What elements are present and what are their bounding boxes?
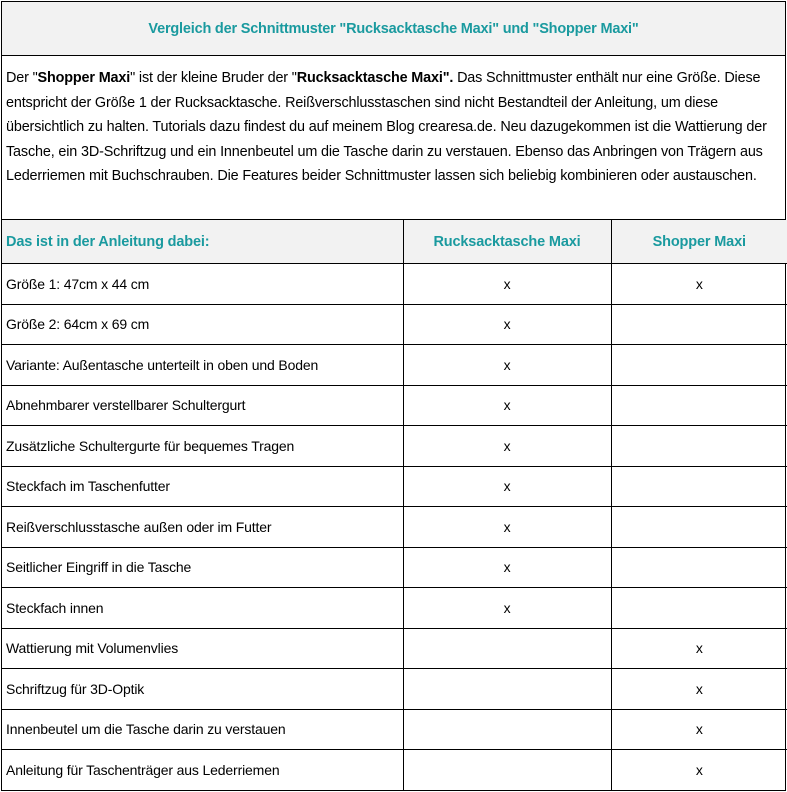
intro-bold-shopper: Shopper Maxi bbox=[37, 70, 131, 86]
rucksack-mark-cell: x bbox=[403, 345, 611, 386]
feature-cell: Zusätzliche Schultergurte für bequemes Tragen bbox=[2, 426, 403, 467]
feature-cell: Seitlicher Eingriff in die Tasche bbox=[2, 547, 403, 588]
intro-paragraph bbox=[2, 56, 785, 220]
shopper-mark-cell: x bbox=[611, 750, 787, 790]
rucksack-mark-cell: x bbox=[403, 264, 611, 305]
rucksack-mark-cell bbox=[403, 669, 611, 710]
table-row bbox=[2, 750, 787, 790]
shopper-mark-cell: x bbox=[611, 709, 787, 750]
rucksack-mark-cell bbox=[403, 709, 611, 750]
rucksack-mark-cell bbox=[403, 628, 611, 669]
feature-cell: Wattierung mit Volumenvlies bbox=[2, 628, 403, 669]
table-row bbox=[2, 304, 787, 345]
shopper-mark-cell bbox=[611, 426, 787, 467]
table-row bbox=[2, 345, 787, 386]
table-row bbox=[2, 426, 787, 467]
intro-text: Das Schnittmuster enthält nur eine Größe. Diese entspricht der Größe 1 der Rucksacktasche. Reißverschlusstaschen sind nicht Bestandteil der Anleitung, um diese übersichtlich zu halten. Tutorials dazu findest du auf meinem Blog crearesa.de. Neu dazugekommen ist die Wattierung der Tasche, ein 3D-Schriftzug und ein Innenbeutel um die Tasche darin zu verstauen. Ebenso das Anbringen von Trägern aus Lederriemen mit Buchschrauben. Die Features beider Schnittmuster lassen sich beliebig kombinieren oder austauschen. bbox=[6, 70, 767, 185]
rucksack-mark-cell: x bbox=[403, 547, 611, 588]
rucksack-mark-cell: x bbox=[403, 588, 611, 629]
feature-cell: Größe 1: 47cm x 44 cm bbox=[2, 264, 403, 305]
header-shopper: Shopper Maxi bbox=[611, 220, 787, 264]
header-feature: Das ist in der Anleitung dabei: bbox=[2, 220, 403, 264]
table-row bbox=[2, 628, 787, 669]
shopper-mark-cell: x bbox=[611, 669, 787, 710]
rucksack-mark-cell: x bbox=[403, 466, 611, 507]
table-row bbox=[2, 588, 787, 629]
feature-cell: Variante: Außentasche unterteilt in oben und Boden bbox=[2, 345, 403, 386]
comparison-sheet bbox=[1, 1, 786, 791]
table-row bbox=[2, 547, 787, 588]
feature-cell: Innenbeutel um die Tasche darin zu verstauen bbox=[2, 709, 403, 750]
shopper-mark-cell bbox=[611, 466, 787, 507]
shopper-mark-cell bbox=[611, 385, 787, 426]
comparison-table bbox=[2, 220, 787, 790]
table-row bbox=[2, 669, 787, 710]
table-header-row bbox=[2, 220, 787, 264]
table-row bbox=[2, 507, 787, 548]
table-row bbox=[2, 709, 787, 750]
shopper-mark-cell bbox=[611, 507, 787, 548]
intro-text: Der " bbox=[6, 70, 38, 86]
feature-cell: Steckfach innen bbox=[2, 588, 403, 629]
feature-cell: Abnehmbarer verstellbarer Schultergurt bbox=[2, 385, 403, 426]
table-row bbox=[2, 466, 787, 507]
sheet-title: Vergleich der Schnittmuster "Rucksacktasche Maxi" und "Shopper Maxi" bbox=[2, 2, 785, 56]
rucksack-mark-cell: x bbox=[403, 304, 611, 345]
table-row bbox=[2, 385, 787, 426]
shopper-mark-cell bbox=[611, 345, 787, 386]
feature-cell: Größe 2: 64cm x 69 cm bbox=[2, 304, 403, 345]
feature-cell: Steckfach im Taschenfutter bbox=[2, 466, 403, 507]
feature-cell: Schriftzug für 3D-Optik bbox=[2, 669, 403, 710]
shopper-mark-cell bbox=[611, 304, 787, 345]
shopper-mark-cell bbox=[611, 588, 787, 629]
rucksack-mark-cell: x bbox=[403, 507, 611, 548]
header-rucksack: Rucksacktasche Maxi bbox=[403, 220, 611, 264]
shopper-mark-cell: x bbox=[611, 628, 787, 669]
intro-bold-rucksack: Rucksacktasche Maxi". bbox=[296, 70, 454, 86]
rucksack-mark-cell bbox=[403, 750, 611, 790]
intro-text: " ist der kleine Bruder der " bbox=[130, 70, 297, 86]
feature-cell: Anleitung für Taschenträger aus Lederriemen bbox=[2, 750, 403, 790]
shopper-mark-cell: x bbox=[611, 264, 787, 305]
feature-cell: Reißverschlusstasche außen oder im Futter bbox=[2, 507, 403, 548]
rucksack-mark-cell: x bbox=[403, 385, 611, 426]
rucksack-mark-cell: x bbox=[403, 426, 611, 467]
table-row bbox=[2, 264, 787, 305]
shopper-mark-cell bbox=[611, 547, 787, 588]
